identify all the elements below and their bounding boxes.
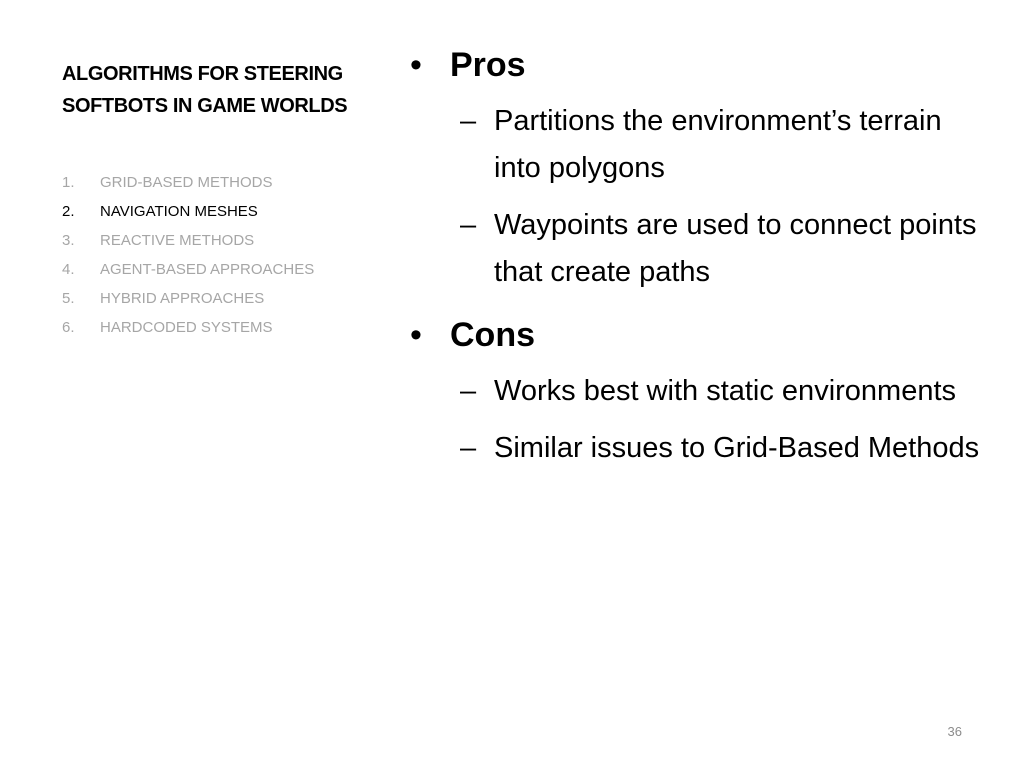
- toc-item-number: 6.: [62, 319, 75, 336]
- toc-item-reactive-methods: [62, 226, 314, 255]
- toc-item-label: NAVIGATION MESHES: [100, 203, 258, 220]
- sub-bullet-text: Similar issues to Grid-Based Methods: [494, 432, 980, 464]
- toc-item-number: 1.: [62, 174, 75, 191]
- toc-item-hardcoded-systems: [62, 313, 314, 342]
- sub-bullet-text: Waypoints are used to connect points that create paths: [494, 209, 977, 288]
- toc-item-label: GRID-BASED METHODS: [100, 174, 273, 191]
- pros-list: [410, 98, 990, 296]
- toc-item-number: 2.: [62, 203, 75, 220]
- sub-bullet: [460, 368, 990, 415]
- slide-title: ALGORITHMS FOR STEERING SOFTBOTS IN GAME WORLDS: [62, 63, 348, 117]
- bullet-cons: [410, 310, 990, 360]
- table-of-contents: [62, 168, 314, 342]
- cons-list: [410, 368, 990, 472]
- bullet-dot-icon: •: [410, 316, 422, 354]
- toc-item-label: AGENT-BASED APPROACHES: [100, 261, 315, 278]
- sub-bullet-text: Works best with static environments: [494, 375, 957, 407]
- bullet-pros: [410, 40, 990, 90]
- dash-icon: –: [460, 432, 477, 464]
- bullet-heading: Pros: [450, 46, 526, 84]
- toc-item-number: 4.: [62, 261, 75, 278]
- dash-icon: –: [460, 209, 477, 241]
- toc-item-label: HYBRID APPROACHES: [100, 290, 265, 307]
- toc-item-agent-based-approaches: [62, 255, 314, 284]
- sub-bullet: [460, 98, 990, 192]
- slide-content: [410, 40, 990, 486]
- bullet-dot-icon: •: [410, 46, 422, 84]
- sub-bullet: [460, 202, 990, 296]
- toc-item-label: REACTIVE METHODS: [100, 232, 255, 249]
- sub-bullet: [460, 425, 990, 472]
- bullet-heading: Cons: [450, 316, 535, 354]
- dash-icon: –: [460, 375, 477, 407]
- toc-item-grid-based-methods: [62, 168, 314, 197]
- toc-item-label: HARDCODED SYSTEMS: [100, 319, 273, 336]
- toc-item-hybrid-approaches: [62, 284, 314, 313]
- sub-bullet-text: Partitions the environment’s terrain into polygons: [494, 105, 942, 184]
- toc-item-navigation-meshes: [62, 197, 314, 226]
- toc-item-number: 3.: [62, 232, 75, 249]
- page-number: 36: [947, 724, 962, 739]
- dash-icon: –: [460, 105, 477, 137]
- toc-item-number: 5.: [62, 290, 75, 307]
